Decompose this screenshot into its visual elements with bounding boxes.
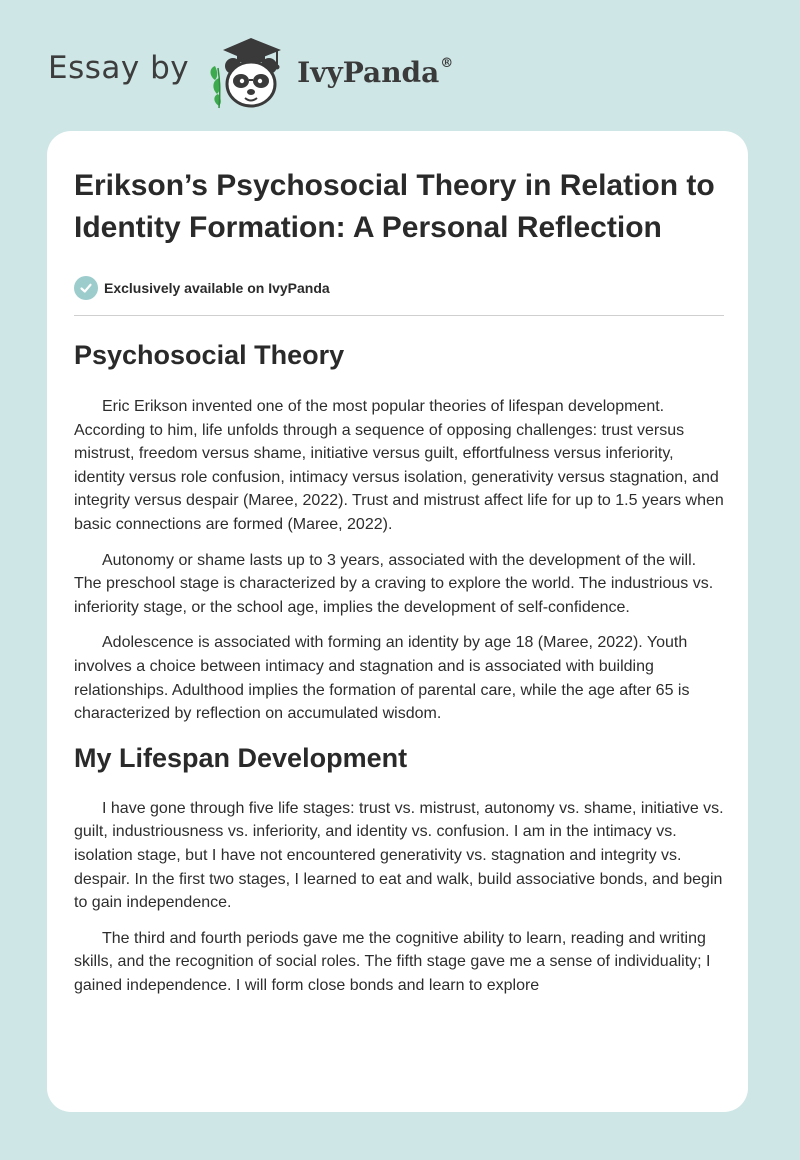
section-heading: Psychosocial Theory bbox=[74, 340, 345, 370]
paragraph: Adolescence is associated with forming an identity by age 18 (Maree, 2022). Youth involves a choice between intimacy and stagnation and is associated with building relationships. Adulthood implies the formation of parental care, while the age after 65 is characterized by reflection on accumulated wisdom. bbox=[74, 634, 690, 723]
panda-mascot-icon bbox=[203, 32, 293, 112]
paragraph: I have gone through five life stages: trust vs. mistrust, autonomy vs. shame, initiative vs. guilt, industriousness vs. inferiority, and identity vs. confusion. I am in the intimacy vs. isolation stage, but I have not encountered generativity vs. stagnation and integrity vs. despair. In the first two stages, I learned to eat and walk, build associative bonds, and begin to gain independence. bbox=[74, 799, 724, 912]
essay-card bbox=[47, 131, 748, 1112]
paragraph: The third and fourth periods gave me the cognitive ability to learn, reading and writing skills, and the recognition of social roles. The fifth stage gave me a sense of individuality; I gained independence. I will form close bonds and learn to explore bbox=[74, 929, 711, 994]
brand-text: IvyPanda bbox=[297, 55, 440, 89]
paragraph: Autonomy or shame lasts up to 3 years, associated with the development of the will. The preschool stage is characterized by a craving to explore the world. The industrious vs. inferiority stage, or the school age, implies the development of self-confidence. bbox=[74, 551, 714, 616]
check-icon bbox=[74, 276, 98, 300]
brand-name[interactable] bbox=[297, 56, 453, 89]
registered-mark: ® bbox=[440, 56, 454, 72]
essay-title: Erikson’s Psychosocial Theory in Relation to Identity Formation: A Personal Reflection bbox=[74, 169, 715, 244]
exclusive-badge bbox=[74, 275, 724, 301]
paragraph: Eric Erikson invented one of the most popular theories of lifespan development. According to him, life unfolds through a sequence of opposing challenges: trust versus mistrust, freedom versus shame, initiative versus guilt, effortfulness versus inferiority, identity versus role confusion, intimacy versus isolation, generativity versus stagnation, and integrity versus despair (Maree, 2022). Trust and mistrust affect life for up to 1.5 years when basic connections are formed (Maree, 2022). bbox=[74, 398, 724, 533]
essay-by-label: Essay by bbox=[48, 50, 190, 86]
essay-content bbox=[74, 165, 724, 997]
site-header bbox=[48, 32, 453, 112]
section-heading: My Lifespan Development bbox=[74, 742, 408, 773]
title-divider bbox=[74, 315, 724, 316]
exclusive-badge-text: Exclusively available on IvyPanda bbox=[104, 280, 330, 296]
ivypanda-logo-icon[interactable] bbox=[203, 32, 293, 112]
